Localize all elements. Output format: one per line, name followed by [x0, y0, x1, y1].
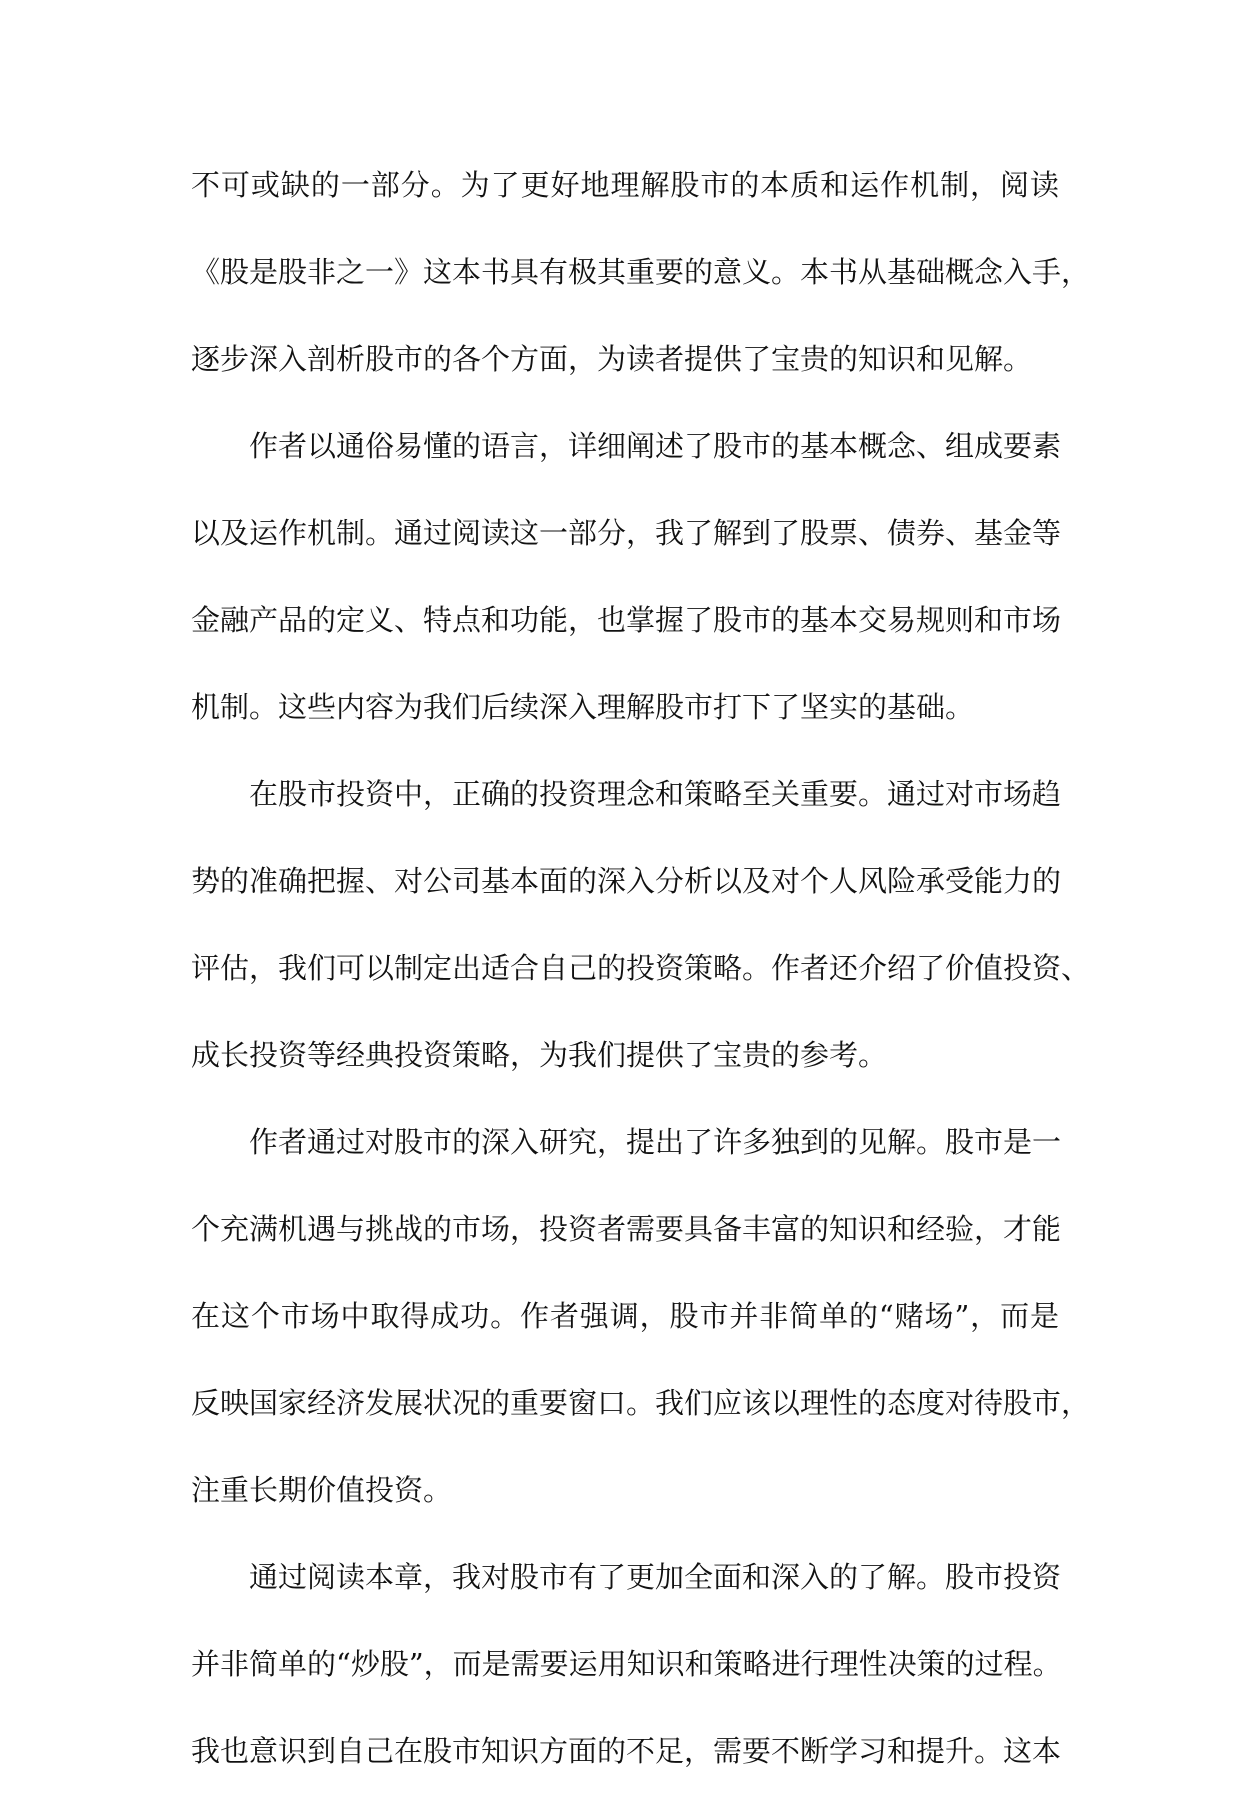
text-line: 机制。这些内容为我们后续深入理解股市打下了坚实的基础。	[191, 690, 975, 724]
text-line: 势的准确把握、对公司基本面的深入分析以及对个人风险承受能力的	[191, 864, 1062, 898]
text-line: 并非简单的“炒股”，而是需要运用知识和策略进行理性决策的过程。	[191, 1647, 1062, 1681]
text-line: 成长投资等经典投资策略，为我们提供了宝贵的参考。	[191, 1038, 888, 1072]
text-line: 金融产品的定义、特点和功能，也掌握了股市的基本交易规则和市场	[191, 603, 1062, 637]
document-body	[191, 142, 1091, 1795]
text-line: 作者通过对股市的深入研究，提出了许多独到的见解。股市是一	[249, 1125, 1062, 1159]
text-line: 反映国家经济发展状况的重要窗口。我们应该以理性的态度对待股市，	[191, 1386, 1091, 1420]
text-line: 以及运作机制。通过阅读这一部分，我了解到了股票、债券、基金等	[191, 516, 1062, 550]
text-line: 注重长期价值投资。	[191, 1473, 453, 1507]
text-line: 个充满机遇与挑战的市场，投资者需要具备丰富的知识和经验，才能	[191, 1212, 1062, 1246]
text-line: 评估，我们可以制定出适合自己的投资策略。作者还介绍了价值投资、	[191, 951, 1091, 985]
text-line: 不可或缺的一部分。为了更好地理解股市的本质和运作机制，阅读	[191, 168, 1059, 202]
text-line: 在股市投资中，正确的投资理念和策略至关重要。通过对市场趋	[249, 777, 1062, 811]
text-line: 在这个市场中取得成功。作者强调，股市并非简单的“赌场”，而是	[191, 1299, 1059, 1333]
text-line: 我也意识到自己在股市知识方面的不足，需要不断学习和提升。这本	[191, 1734, 1062, 1768]
text-line: 通过阅读本章，我对股市有了更加全面和深入的了解。股市投资	[249, 1560, 1062, 1594]
text-line: 逐步深入剖析股市的各个方面，为读者提供了宝贵的知识和见解。	[191, 342, 1033, 376]
text-line: 《股是股非之一》这本书具有极其重要的意义。本书从基础概念入手，	[191, 255, 1091, 289]
text-line: 作者以通俗易懂的语言，详细阐述了股市的基本概念、组成要素	[249, 429, 1062, 463]
